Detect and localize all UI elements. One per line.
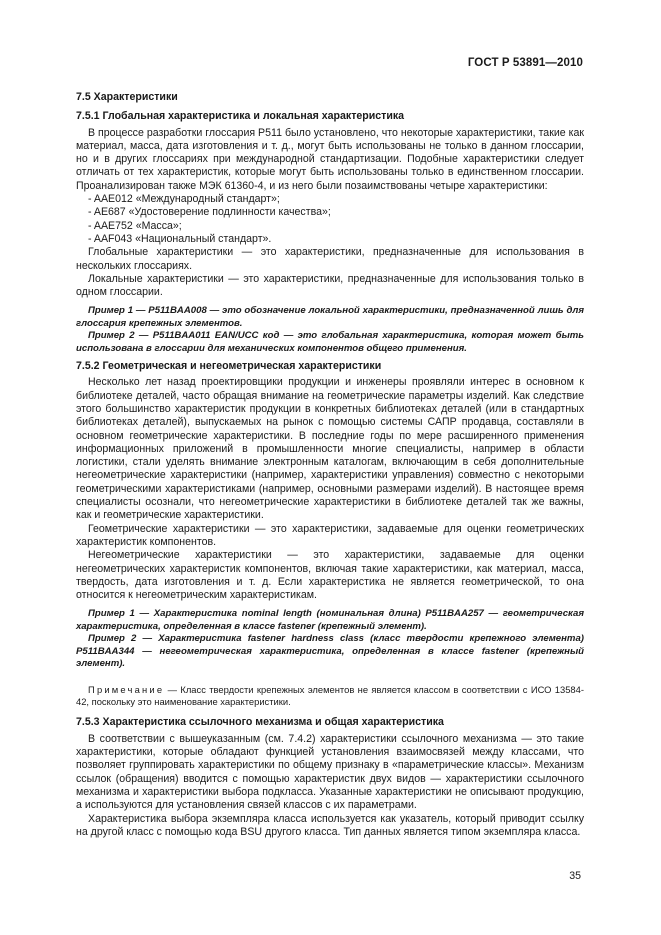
standard-designation: ГОСТ Р 53891—2010 <box>467 57 583 69</box>
paragraph: Локальные характеристики — это характеристики, предназначенные для использования только в одном глоссарии. <box>76 272 584 299</box>
list-item: - AAE752 «Масса»; <box>88 219 182 232</box>
paragraph: Несколько лет назад проектировщики продукции и инженеры проявляли интерес в основном к библиотеке деталей, часто обращая внимание на геометрические параметры изделий. Как следствие этого большинство характеристик продукции в конкретных библиотеках деталей (или в стандартных библиотеках деталей), выпускаемых на рынок с помощью системы САПР продавца, составляли в основном геометрические характеристики. В последние годы по мере расширенного применения информационных приложений в промышленности многие специалисты, например в области логистики, стали уделять внимание электронным каталогам, включающим в себя дополнительные негеометрические характеристики (например, характеристики управления) совместно с некоторыми геометрическими характеристиками (например, основными размерами изделий). В настоящее время специалисты осознали, что негеометрические характеристики в библиотеке деталей так же важны, как и геометрические характеристики. <box>76 376 584 522</box>
example: Пример 1 — Характеристика nominal length (номинальная длина) P511BAA257 — геометрическая характеристика, определенная в классе fastener (крепежный элемент). <box>76 608 584 632</box>
note <box>76 684 584 708</box>
section-heading-7-5-2: 7.5.2 Геометрическая и негеометрическая характеристики <box>76 360 382 373</box>
section-heading-7-5: 7.5 Характеристики <box>76 91 178 103</box>
list-item: - AAE012 «Международный стандарт»; <box>88 193 280 206</box>
section-heading-7-5-3: 7.5.3 Характеристика ссылочного механизма и общая характеристика <box>76 716 444 729</box>
paragraph: Негеометрические характеристики — это характеристики, задаваемые для оценки негеометрических характеристик компонентов, включая такие характеристики, как материал, масса, твердость, дата изготовления и т. д. Если характеристика не является геометрической, то она относится к негеометрическим характеристикам. <box>76 549 584 602</box>
paragraph: Глобальные характеристики — это характеристики, предназначенные для использования в нескольких глоссариях. <box>76 246 584 272</box>
page-number: 35 <box>569 870 581 882</box>
note-text: — Класс твердости крепежных элементов не является классом в соответствии с ИСО 13584-42, поскольку это наименование характеристики. <box>76 684 584 708</box>
example: Пример 2 — Характеристика fastener hardness class (класс твердости крепежного элемента) P511BAA344 — негеометрическая характеристика, определенная в классе fastener (крепежный элемент). <box>76 633 584 670</box>
example: Пример 1 — P511BAA008 — это обозначение локальной характеристики, предназначенной лишь для глоссария крепежных элементов. <box>76 305 584 329</box>
example: Пример 2 — P511BAA011 EAN/UCC код — это глобальная характеристика, которая может быть использована в глоссарии для механических компонентов общего применения. <box>76 330 584 354</box>
paragraph: Характеристика выбора экземпляра класса используется как указатель, который приводит ссылку на другой класс с помощью кода BSU другого класса. Тип данных является типом экземпляра класса. <box>76 812 584 838</box>
paragraph: В соответствии с вышеуказанным (см. 7.4.2) характеристики ссылочного механизма — это такие характеристики, которые обладают функцией установления взаимосвязей между классами, что позволяет группировать характеристики по общему признаку в «параметрические классы». Механизм ссылок (обращения) вводится с помощью характеристик двух видов — характеристики ссылочного механизма и характеристики выбора подкласса. Указанные характеристики не описывают продукцию, а используются для установления связей классов с их параметрами. <box>76 732 584 812</box>
document-body <box>76 91 584 839</box>
list-item: - AE687 «Удостоверение подлинности качества»; <box>88 206 331 219</box>
paragraph: Геометрические характеристики — это характеристики, задаваемые для оценки геометрических характеристик компонентов. <box>76 522 584 548</box>
paragraph: В процессе разработки глоссария P511 было установлено, что некоторые характеристики, такие как материал, масса, дата изготовления и т. д., могут быть использованы не только в данном глоссарии, но и в других глоссариях при международной стандартизации. Подобные характеристики следует отличать от тех характеристик, которые могут быть использованы только в единственном глоссарии. Проанализирован также МЭК 61360-4, и из него были позаимствованы четыре характеристики: <box>76 126 584 192</box>
section-heading-7-5-1: 7.5.1 Глобальная характеристика и локальная характеристика <box>76 110 405 123</box>
list-item: - AAF043 «Национальный стандарт». <box>88 232 272 245</box>
note-label: Примечание <box>88 684 165 696</box>
